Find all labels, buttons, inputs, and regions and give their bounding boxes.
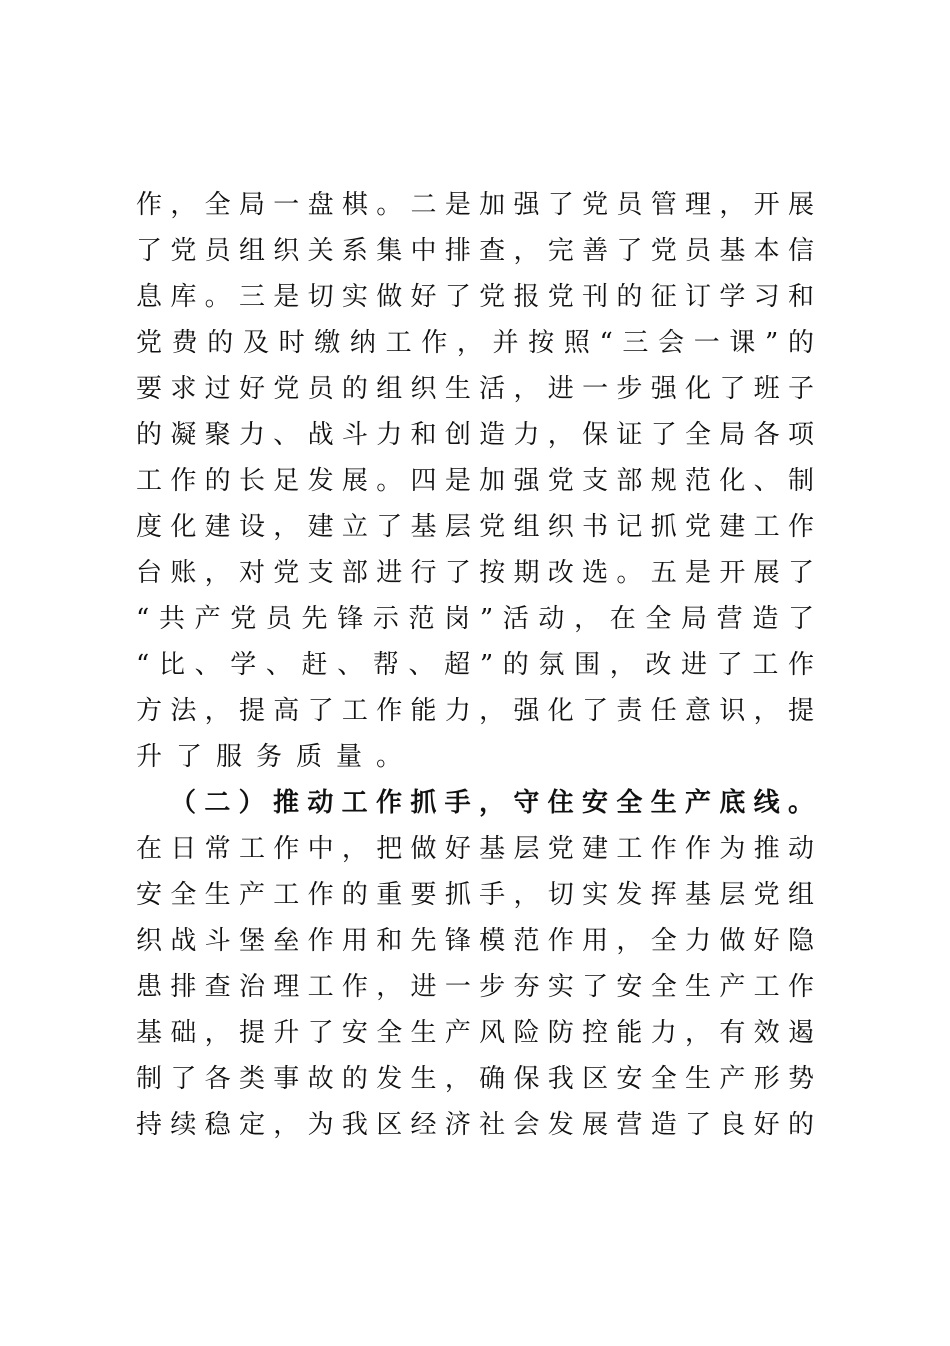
body-text-line: 安全生产工作的重要抓手，切实发挥基层党组	[136, 880, 814, 910]
body-text-line: 升了服务质量。	[136, 742, 417, 772]
body-text-line: 织战斗堡垒作用和先锋模范作用，全力做好隐	[136, 926, 814, 956]
body-text-line: 台账，对党支部进行了按期改选。五是开展了	[136, 558, 814, 588]
body-text-line: 患排查治理工作，进一步夯实了安全生产工作	[136, 972, 814, 1002]
body-text-line: “共产党员先锋示范岗”活动，在全局营造了	[136, 604, 814, 634]
body-text-line: 的凝聚力、战斗力和创造力，保证了全局各项	[136, 420, 814, 450]
body-text-line: 要求过好党员的组织生活，进一步强化了班子	[136, 374, 814, 404]
body-text-line: 方法，提高了工作能力，强化了责任意识，提	[136, 696, 814, 726]
body-text-line: 持续稳定，为我区经济社会发展营造了良好的	[136, 1110, 814, 1140]
body-text-line: 党费的及时缴纳工作，并按照“三会一课”的	[136, 328, 814, 358]
body-text-line: “比、学、赶、帮、超”的氛围，改进了工作	[136, 650, 814, 680]
body-text-line: 作，全局一盘棋。二是加强了党员管理，开展	[136, 190, 814, 220]
body-text-line: 息库。三是切实做好了党报党刊的征订学习和	[136, 282, 814, 312]
body-text-line: 了党员组织关系集中排查，完善了党员基本信	[136, 236, 814, 266]
body-text-line: 在日常工作中，把做好基层党建工作作为推动	[136, 834, 814, 864]
section-heading: （二）推动工作抓手，守住安全生产底线。	[170, 788, 814, 818]
body-text-line: 工作的长足发展。四是加强党支部规范化、制	[136, 466, 814, 496]
body-text-line: 制了各类事故的发生，确保我区安全生产形势	[136, 1064, 814, 1094]
body-text-line: 基础，提升了安全生产风险防控能力，有效遏	[136, 1018, 814, 1048]
body-text-line: 度化建设，建立了基层党组织书记抓党建工作	[136, 512, 814, 542]
